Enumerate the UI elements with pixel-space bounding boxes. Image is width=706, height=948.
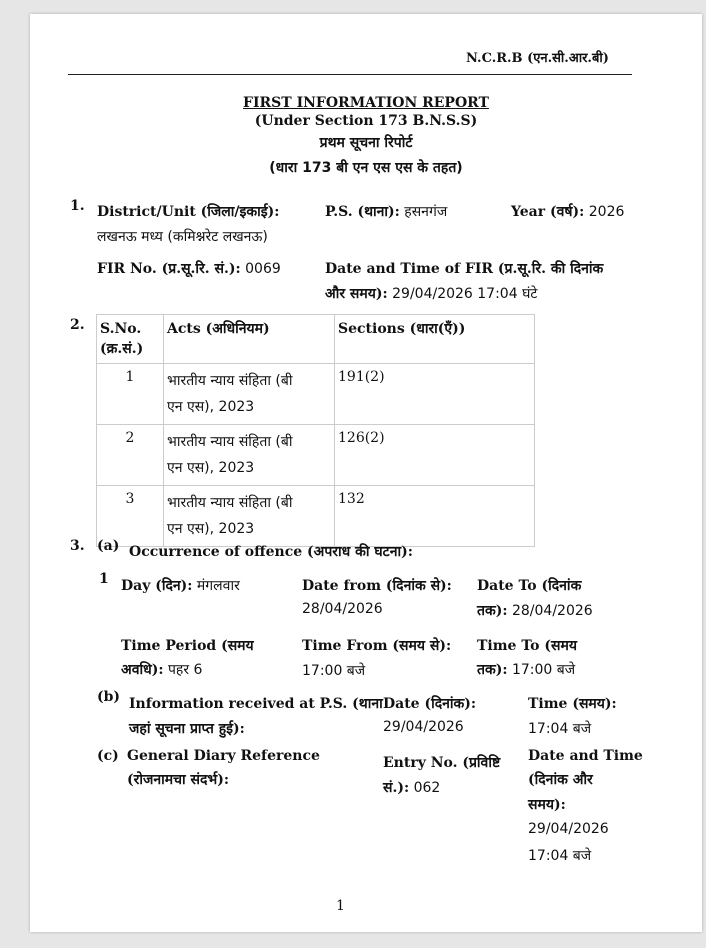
gd-reference-label-line2: (रोजनामचा संदर्भ): — [127, 772, 230, 788]
gd-datetime-label-line1: Date and Time — [528, 748, 643, 764]
entry-number-field — [383, 778, 440, 797]
table-row — [97, 486, 535, 547]
district-label: District/Unit (जिला/इकाई): — [97, 204, 280, 220]
subsection-c-label: (c) — [97, 748, 119, 764]
fir-datetime-value: 29/04/2026 17:04 घंटे — [392, 286, 538, 302]
sections-header: Sections (धारा(एँ)) — [335, 315, 535, 364]
gd-datetime-label-line2: (दिनांक और — [528, 772, 593, 788]
act-cell: भारतीय न्याय संहिता (बी एन एस), 2023 — [164, 486, 335, 547]
day-label: Day (दिन): — [121, 578, 193, 594]
time-from-label: Time From (समय से): — [302, 638, 452, 654]
time-to-field — [477, 660, 575, 679]
date-to-label-line2: तक): — [477, 603, 508, 619]
gd-datetime-date: 29/04/2026 — [528, 821, 609, 837]
sno-header: S.No. (क्र.सं.) — [97, 315, 164, 364]
info-date-label: Date (दिनांक): — [383, 696, 477, 712]
time-period-label-line1: Time Period (समय — [121, 638, 254, 654]
subsection-b-label: (b) — [97, 689, 121, 705]
entry-number-label-line2: सं.): — [383, 780, 410, 796]
ps-value: हसनगंज — [404, 204, 448, 220]
section-cell: 191(2) — [335, 364, 535, 425]
ps-label: P.S. (थाना): — [325, 204, 400, 220]
acts-sections-table — [96, 314, 535, 547]
section-3-number: 3. — [70, 538, 85, 554]
info-time-label: Time (समय): — [528, 696, 617, 712]
date-from-label: Date from (दिनांक से): — [302, 578, 452, 594]
date-to-label-line1: Date To (दिनांक — [477, 578, 582, 594]
info-date-value: 29/04/2026 — [383, 719, 464, 735]
sno-cell: 3 — [97, 486, 164, 547]
fir-number-label: FIR No. (प्र.सू.रि. सं.): — [97, 261, 241, 277]
table-header-row — [97, 315, 535, 364]
gd-datetime-time: 17:04 बजे — [528, 848, 592, 864]
time-period-field — [121, 660, 202, 679]
header-rule — [68, 74, 632, 75]
ps-field — [325, 202, 447, 221]
table-row — [97, 364, 535, 425]
year-label: Year (वर्ष): — [511, 204, 585, 220]
info-received-label-line1: Information received at P.S. (थाना — [129, 696, 383, 712]
info-time-value: 17:04 बजे — [528, 721, 592, 737]
section-cell: 126(2) — [335, 425, 535, 486]
year-field — [511, 202, 624, 221]
gd-datetime-label-line3: समय): — [528, 797, 566, 813]
section-1-number: 1. — [70, 198, 85, 214]
sno-cell: 2 — [97, 425, 164, 486]
entry-number-value: 062 — [413, 780, 441, 796]
section-cell: 132 — [335, 486, 535, 547]
time-period-label-line2: अवधि): — [121, 662, 164, 678]
info-received-label-line2: जहां सूचना प्राप्त हुई): — [129, 721, 245, 737]
fir-datetime-label-line2: और समय): — [325, 286, 388, 302]
entry-number-label-line1: Entry No. (प्रविष्टि — [383, 755, 501, 771]
title-hindi: प्रथम सूचना रिपोर्ट — [319, 135, 413, 151]
fir-datetime-label-line1: Date and Time of FIR (प्र.सू.रि. की दिनांक — [325, 261, 604, 277]
title-hindi-subtitle: (धारा 173 बी एन एस एस के तहत) — [269, 160, 463, 176]
acts-header: Acts (अधिनियम) — [164, 315, 335, 364]
fir-number-field — [97, 259, 281, 278]
sno-cell: 1 — [97, 364, 164, 425]
time-to-label-line1: Time To (समय — [477, 638, 577, 654]
gd-reference-label-line1: General Diary Reference — [127, 748, 320, 764]
title-english-subtitle: (Under Section 173 B.N.S.S) — [254, 113, 478, 129]
year-value: 2026 — [588, 204, 625, 220]
time-from-value: 17:00 बजे — [302, 663, 366, 679]
act-cell: भारतीय न्याय संहिता (बी एन एस), 2023 — [164, 425, 335, 486]
title-english: FIRST INFORMATION REPORT — [243, 95, 489, 111]
time-period-value: पहर 6 — [167, 662, 203, 678]
day-value: मंगलवार — [196, 578, 240, 594]
occurrence-item-number: 1 — [99, 571, 109, 587]
section-2-number: 2. — [70, 317, 85, 333]
page-number: 1 — [336, 898, 345, 914]
fir-number-value: 0069 — [245, 261, 281, 277]
time-to-label-line2: तक): — [477, 662, 508, 678]
ncrb-header: N.C.R.B (एन.सी.आर.बी) — [466, 51, 609, 66]
day-field — [121, 576, 240, 595]
table-row — [97, 425, 535, 486]
document-page — [30, 14, 702, 932]
subsection-a-label: (a) — [97, 538, 120, 554]
date-from-value: 28/04/2026 — [302, 601, 383, 617]
occurrence-label: Occurrence of offence (अपराध की घटना): — [129, 544, 413, 560]
fir-datetime-field — [325, 284, 537, 303]
date-to-field — [477, 601, 593, 620]
time-to-value: 17:00 बजे — [511, 662, 576, 678]
act-cell: भारतीय न्याय संहिता (बी एन एस), 2023 — [164, 364, 335, 425]
date-to-value: 28/04/2026 — [511, 603, 593, 619]
district-value: लखनऊ मध्य (कमिश्नरेट लखनऊ) — [97, 229, 268, 245]
